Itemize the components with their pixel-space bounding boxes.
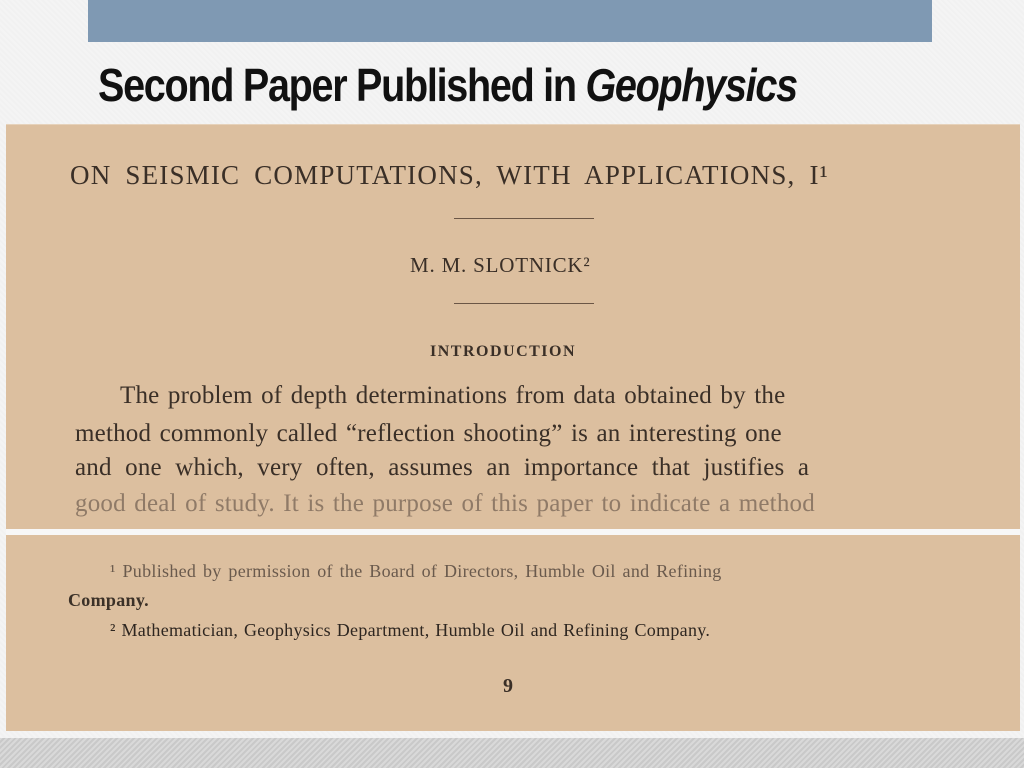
slide-title-journal: Geophysics (585, 59, 797, 111)
footnote-1-continuation: Company. (68, 590, 149, 610)
body-line: method commonly called “reflection shooting” is an interesting one (75, 420, 782, 447)
slide-footer-band (0, 738, 1024, 768)
page-number: 9 (503, 675, 513, 697)
title-rule (454, 218, 594, 219)
body-line-cut: good deal of study. It is the purpose of this paper to indicate a method (75, 490, 815, 517)
slide-title (98, 55, 855, 115)
body-line: The problem of depth determinations from data obtained by the (120, 382, 786, 409)
footnote-2: ² Mathematician, Geophysics Department, Humble Oil and Refining Company. (110, 620, 711, 640)
body-line: and one which, very often, assumes an importance that justifies a (75, 454, 810, 481)
section-heading: INTRODUCTION (430, 343, 577, 360)
author-rule (454, 303, 594, 304)
header-accent-bar (88, 0, 932, 42)
paper-title: ON SEISMIC COMPUTATIONS, WITH APPLICATIONS, I¹ (70, 160, 829, 190)
footnote-1: ¹ Published by permission of the Board of Directors, Humble Oil and Refining (110, 561, 722, 581)
slide-title-prefix: Second Paper Published in (98, 59, 586, 111)
paper-author: M. M. SLOTNICK² (410, 253, 591, 277)
